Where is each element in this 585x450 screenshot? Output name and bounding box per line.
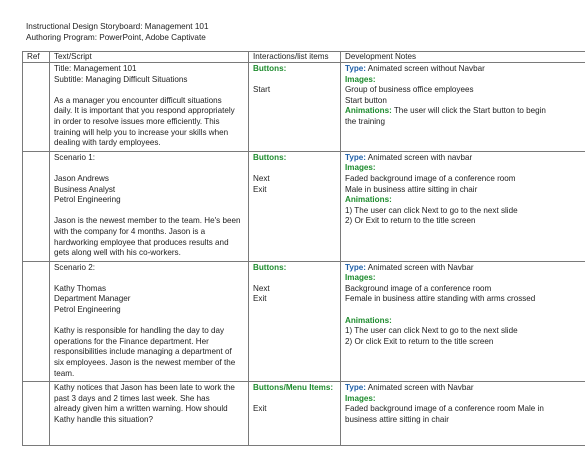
animation-item: 1) The user can click Next to go to the next slide bbox=[345, 326, 518, 336]
script-line: Jason is the newest member to the team. He's been bbox=[54, 216, 241, 226]
animation-item: the training bbox=[345, 116, 386, 126]
script-line: Scenario 2: bbox=[54, 262, 95, 272]
script-line: Scenario 1: bbox=[54, 152, 95, 162]
table-row bbox=[23, 63, 585, 152]
script-line: already given him a written warning. How should bbox=[54, 404, 228, 414]
text-cell bbox=[50, 382, 249, 446]
ref-cell bbox=[23, 63, 50, 152]
interactions-cell bbox=[249, 261, 341, 382]
script-line: in order to resolve issues more efficiently. This bbox=[54, 116, 220, 126]
type-label: Type: bbox=[345, 152, 366, 162]
animation-item: 1) The user can click Next to go to the next slide bbox=[345, 205, 518, 215]
image-item: Male in business attire sitting in chair bbox=[345, 184, 478, 194]
notes-cell bbox=[341, 261, 585, 382]
type-label: Type: bbox=[345, 262, 366, 272]
ref-cell bbox=[23, 382, 50, 446]
script-line: Kathy is responsible for handling the day to day bbox=[54, 326, 225, 336]
table-header-row bbox=[23, 52, 585, 63]
image-item: Female in business attire standing with arms crossed bbox=[345, 294, 536, 304]
script-line: past 3 days and 2 times last week. She has bbox=[54, 393, 210, 403]
image-item: Faded background image of a conference room bbox=[345, 173, 516, 183]
type-value: Animated screen with Navbar bbox=[366, 262, 474, 272]
notes-cell bbox=[341, 382, 585, 446]
images-label: Images: bbox=[345, 74, 376, 84]
script-line: Title: Management 101 bbox=[54, 64, 137, 73]
button-item: Exit bbox=[253, 184, 267, 194]
buttons-label: Buttons: bbox=[253, 262, 287, 272]
script-line: Business Analyst bbox=[54, 184, 116, 194]
column-header-ref: Ref bbox=[23, 52, 50, 63]
text-cell bbox=[50, 63, 249, 152]
type-label: Type: bbox=[345, 383, 366, 393]
script-line: Jason Andrews bbox=[54, 173, 109, 183]
script-line: Kathy handle this situation? bbox=[54, 415, 153, 424]
animation-item: The user will click the Start button to begin bbox=[391, 106, 546, 116]
animations-label: Animations: bbox=[345, 195, 392, 205]
button-item: Exit bbox=[253, 404, 267, 414]
animations-label: Animations: bbox=[345, 106, 392, 116]
text-cell bbox=[50, 151, 249, 261]
button-item: Next bbox=[253, 173, 270, 183]
text-cell bbox=[50, 261, 249, 382]
interactions-cell bbox=[249, 382, 341, 446]
script-line: Kathy notices that Jason has been late to work the bbox=[54, 383, 235, 393]
image-item: Start button bbox=[345, 95, 387, 105]
animations-label: Animations: bbox=[345, 315, 392, 325]
script-line: with the company for 4 months. Jason is a bbox=[54, 226, 206, 236]
script-line: Department Manager bbox=[54, 294, 131, 304]
type-label: Type: bbox=[345, 64, 366, 73]
storyboard-title: Instructional Design Storyboard: Management 101 bbox=[26, 22, 209, 31]
buttons-label: Buttons: bbox=[253, 64, 287, 73]
buttons-menu-label: Buttons/Menu Items: bbox=[253, 383, 334, 393]
ref-cell bbox=[23, 151, 50, 261]
script-line: Subtitle: Managing Difficult Situations bbox=[54, 74, 188, 84]
type-value: Animated screen without Navbar bbox=[366, 64, 485, 73]
script-line: dealing with tardy employees. bbox=[54, 138, 161, 148]
type-value: Animated screen with navbar bbox=[366, 152, 473, 162]
table-row bbox=[23, 382, 585, 446]
notes-cell bbox=[341, 151, 585, 261]
script-line: training will help you to increase your skills when bbox=[54, 127, 229, 137]
images-label: Images: bbox=[345, 393, 376, 403]
script-line: Kathy Thomas bbox=[54, 283, 107, 293]
button-item: Next bbox=[253, 283, 270, 293]
table-row bbox=[23, 261, 585, 382]
animation-item: 2) Or click Exit to return to the title screen bbox=[345, 336, 494, 346]
script-line: Petrol Engineering bbox=[54, 305, 121, 315]
type-value: Animated screen with Navbar bbox=[366, 383, 474, 393]
script-line: gets along well with his co-workers. bbox=[54, 248, 181, 258]
table-row bbox=[23, 151, 585, 261]
image-item: business attire sitting in chair bbox=[345, 415, 449, 424]
interactions-cell bbox=[249, 63, 341, 152]
script-line: team. bbox=[54, 368, 75, 378]
column-header-text: Text/Script bbox=[50, 52, 249, 63]
button-item: Exit bbox=[253, 294, 267, 304]
image-item: Group of business office employees bbox=[345, 85, 474, 95]
script-line: Petrol Engineering bbox=[54, 195, 121, 205]
images-label: Images: bbox=[345, 163, 376, 173]
interactions-cell bbox=[249, 151, 341, 261]
ref-cell bbox=[23, 261, 50, 382]
script-line: responsibilities include managing a department of bbox=[54, 347, 232, 357]
script-line: As a manager you encounter difficult situations bbox=[54, 95, 222, 105]
column-header-interactions: Interactions/list items bbox=[249, 52, 341, 63]
document-header bbox=[26, 21, 209, 43]
button-item: Start bbox=[253, 85, 271, 95]
script-line: operations for the Finance department. Her bbox=[54, 336, 209, 346]
script-line: daily. It is important that you respond appropriately bbox=[54, 106, 235, 116]
animation-item: 2) Or Exit to return to the title screen bbox=[345, 216, 476, 226]
storyboard-table bbox=[22, 51, 585, 446]
image-item: Background image of a conference room bbox=[345, 283, 492, 293]
notes-cell bbox=[341, 63, 585, 152]
buttons-label: Buttons: bbox=[253, 152, 287, 162]
image-item: Faded background image of a conference room Male in bbox=[345, 404, 544, 414]
script-line: six employees. Jason is the newest member of the bbox=[54, 358, 236, 368]
images-label: Images: bbox=[345, 273, 376, 283]
authoring-program: Authoring Program: PowerPoint, Adobe Captivate bbox=[26, 33, 206, 42]
column-header-notes: Development Notes bbox=[341, 52, 585, 63]
script-line: hardworking employee that produces results and bbox=[54, 237, 229, 247]
